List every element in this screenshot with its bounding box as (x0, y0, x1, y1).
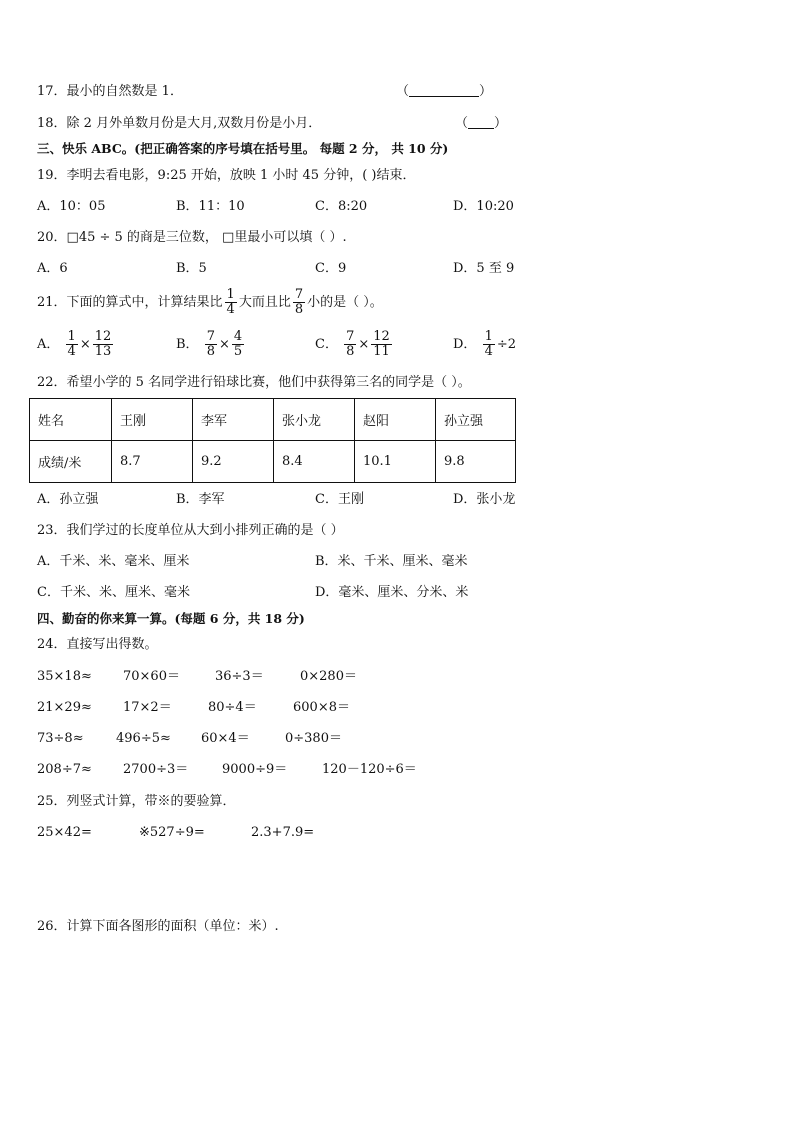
table-row (30, 399, 516, 441)
question-17 (37, 83, 183, 101)
table-cell: 9.2 (193, 441, 274, 483)
q22-option-b[interactable]: B．李军 (176, 492, 225, 507)
q21-option-a[interactable]: A． $\frac{1}{4}$ × $\frac{12}{13}$ (37, 329, 112, 359)
calc-item: 73÷8≈ (37, 731, 84, 746)
q22-option-d[interactable]: D．张小龙 (453, 492, 516, 507)
q21-option-b[interactable]: B． $\frac{7}{8}$ × $\frac{4}{5}$ (176, 329, 243, 359)
answer-blank-17[interactable] (409, 84, 479, 97)
q19-option-a[interactable]: A．10：05 (37, 199, 106, 214)
calc-item: 0÷380＝ (285, 731, 342, 746)
shot-put-results-table (29, 398, 516, 483)
q23-option-a[interactable]: A．千米、米、毫米、厘米 (37, 554, 190, 569)
question-19: 19．李明去看电影，9:25 开始，放映 1 小时 45 分钟，( )结束． (37, 168, 416, 183)
vertical-calc-item: 2.3+7.9= (251, 825, 315, 840)
calc-item: 21×29≈ (37, 700, 92, 715)
vertical-calc-item: 25×42= (37, 825, 92, 840)
question-22: 22．希望小学的 5 名同学进行铅球比赛，他们中获得第三名的同学是（ ）。 (37, 375, 471, 390)
q23-option-c[interactable]: C．千米、米、厘米、毫米 (37, 585, 190, 600)
question-18 (37, 115, 321, 133)
question-26: 26．计算下面各图形的面积（单位：米）. (37, 919, 279, 934)
calc-item: 36÷3＝ (215, 669, 264, 684)
question-25: 25．列竖式计算，带※的要验算． (37, 794, 236, 809)
question-18-text: 18．除 2 月外单数月份是大月,双数月份是小月． (37, 116, 322, 131)
table-cell: 姓名 (30, 399, 112, 441)
calc-item: 0×280＝ (300, 669, 357, 684)
table-cell: 赵阳 (355, 399, 436, 441)
q22-option-a[interactable]: A．孙立强 (37, 492, 99, 507)
section-4-heading: 四、勤奋的你来算一算。(每题 6 分，共 18 分) (37, 611, 305, 626)
q20-option-a[interactable]: A．6 (37, 261, 68, 276)
calc-item: 600×8＝ (293, 700, 350, 715)
question-23: 23．我们学过的长度单位从大到小排列正确的是（ ） (37, 523, 344, 538)
question-20: 20．□45 ÷ 5 的商是三位数， □里最小可以填（ ）. (37, 230, 347, 245)
q20-option-c[interactable]: C．9 (315, 261, 347, 276)
answer-paren-17: （ ） (396, 84, 493, 99)
calc-item: 80÷4＝ (208, 700, 257, 715)
q19-option-d[interactable]: D．10:20 (453, 199, 514, 214)
q23-option-d[interactable]: D．毫米、厘米、分米、米 (315, 585, 469, 600)
calc-item: 70×60＝ (123, 669, 180, 684)
fraction-one-quarter: $\frac{1}{4}$ (226, 287, 235, 317)
calc-item: 60×4＝ (201, 731, 250, 746)
calc-item: 120－120÷6＝ (322, 762, 417, 777)
q19-option-c[interactable]: C．8:20 (315, 199, 368, 214)
q21-option-c[interactable]: C． $\frac{7}{8}$ × $\frac{12}{11}$ (315, 329, 390, 359)
question-21: 21．下面的算式中，计算结果比 $\frac{1}{4}$ 大而且比 $\frac{7}{8}$ 小的是（ ）。 (37, 287, 383, 317)
table-cell: 王刚 (112, 399, 193, 441)
answer-blank-18[interactable] (468, 116, 494, 129)
q21-option-d[interactable]: D． $\frac{1}{4}$ ÷2 (453, 329, 517, 359)
table-cell: 李军 (193, 399, 274, 441)
calc-item: 9000÷9＝ (222, 762, 288, 777)
q23-option-b[interactable]: B．米、千米、厘米、毫米 (315, 554, 468, 569)
vertical-calc-item: ※527÷9= (139, 825, 205, 840)
question-24: 24．直接写出得数。 (37, 637, 158, 652)
q22-option-c[interactable]: C．王刚 (315, 492, 364, 507)
calc-item: 208÷7≈ (37, 762, 92, 777)
q20-option-d[interactable]: D．5 至 9 (453, 261, 515, 276)
table-cell: 9.8 (436, 441, 516, 483)
table-cell: 张小龙 (274, 399, 355, 441)
table-cell: 成绩/米 (30, 441, 112, 483)
answer-paren-18: （ ） (455, 116, 508, 131)
calc-item: 35×18≈ (37, 669, 92, 684)
calc-item: 496÷5≈ (116, 731, 171, 746)
calc-item: 2700÷3＝ (123, 762, 189, 777)
question-17-text: 17．最小的自然数是 1． (37, 84, 183, 99)
fraction-seven-eighths: $\frac{7}{8}$ (294, 287, 304, 317)
table-cell: 孙立强 (436, 399, 516, 441)
table-cell: 10.1 (355, 441, 436, 483)
q20-option-b[interactable]: B．5 (176, 261, 207, 276)
table-row (30, 441, 516, 483)
q19-option-b[interactable]: B．11：10 (176, 199, 245, 214)
calc-item: 17×2＝ (123, 700, 172, 715)
table-cell: 8.4 (274, 441, 355, 483)
table-cell: 8.7 (112, 441, 193, 483)
section-3-heading: 三、快乐 ABC。(把正确答案的序号填在括号里。 每题 2 分， 共 10 分) (37, 141, 449, 156)
